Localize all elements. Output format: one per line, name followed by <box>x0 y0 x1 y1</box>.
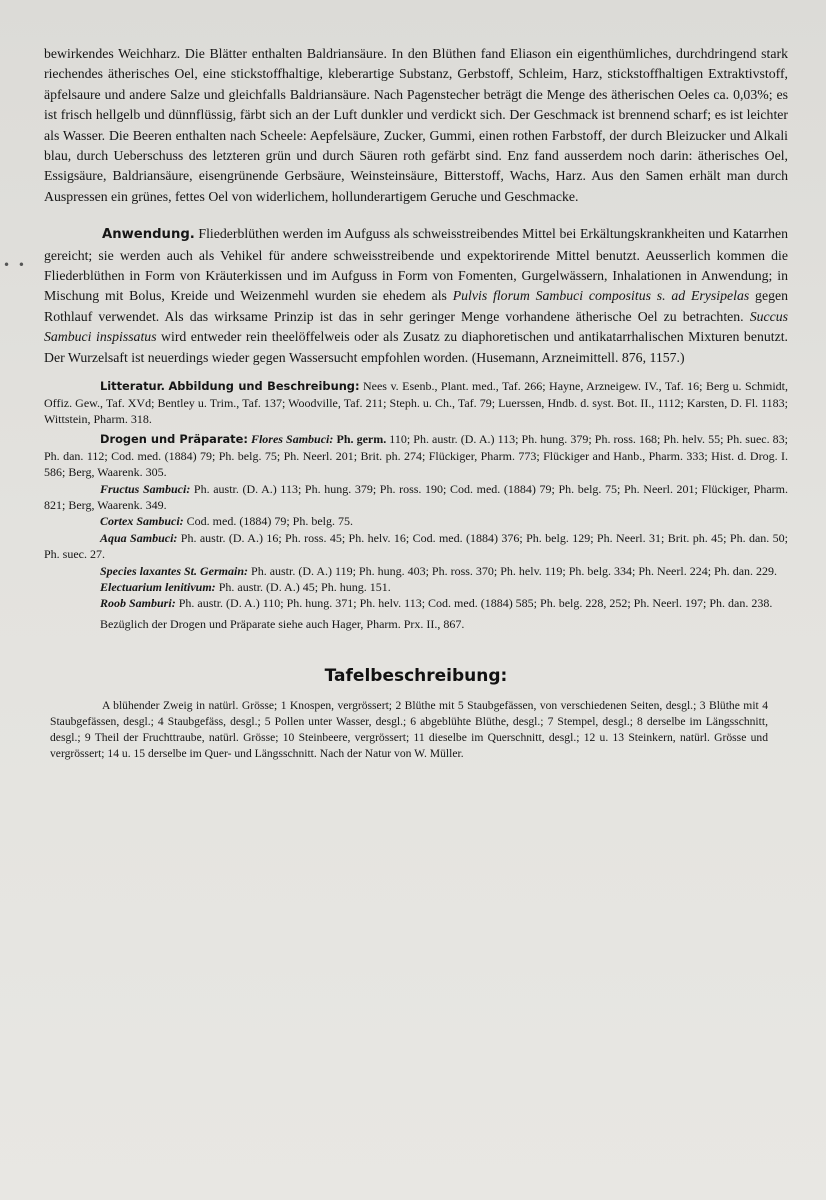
flores-entry <box>44 431 788 480</box>
drogen-item <box>44 595 788 611</box>
anwendung-text-1: Fliederblüthen werden im Aufguss als schweisstreibendes Mittel bei Erkältungskrankheiten und Katarrhen gereicht; sie werden auch als Vehikel für andere schweisstreibende und expektorirende Mittel benutzt. Aeusserlich kommen die Fliederblüthen in Form von Kräuterkissen und im Aufguss in Form von Fomenten, Gurgelwässern, Inhalationen in Anwendung; in Mischung mit Bolus, Kreide und Weizenmehl wurden sie ehedem als <box>44 226 788 304</box>
drogen-item-label: Roob Samburi: <box>100 596 176 611</box>
anwendung-text-3: wird entweder rein theelöffelweis oder als Zusatz zu diaphoretischen und antikatarrhalischen Mixturen benutzt. Der Wurzelsaft ist neuerdings wieder gegen Wassersucht empfohlen worden. (Husemann, Arzneimittell. 876, 1157.) <box>44 329 788 365</box>
ph-germ-ref: Ph. germ. <box>336 432 387 447</box>
anwendung-italic-1: Pulvis florum Sambuci compositus s. ad Erysipelas <box>452 288 750 304</box>
drogen-item-label: Cortex Sambuci: <box>100 514 184 529</box>
drogen-lead: Drogen und Präparate: <box>100 432 248 447</box>
drogen-item-text: Ph. austr. (D. A.) 119; Ph. hung. 403; Ph. ross. 370; Ph. helv. 119; Ph. belg. 334; Ph. Neerl. 224; Ph. dan. 229. <box>248 563 778 578</box>
tafel-title: Tafelbeschreibung: <box>324 666 508 687</box>
tafel-description: A blühender Zweig in natürl. Grösse; 1 Knospen, vergrössert; 2 Blüthe mit 5 Staubgefässen, von verschiedenen Seiten, desgl.; 3 Blüthe mit 4 Staubgefässen, desgl.; 4 Staubgefäss, desgl.; 5 Pollen unter Wasser, desgl.; 6 abgeblühte Blüthe, desgl.; 7 Stempel, desgl.; 8 derselbe im Längsschnitt, desgl.; 9 Theil der Fruchttraube, natürl. Grösse; 10 Steinbeere, vergrössert; 11 dieselbe im Querschnitt, desgl.; 12 u. 13 Steinkern, natürl. Grösse und vergrössert; 14 u. 15 derselbe im Quer- und Längsschnitt. Nach der Natur von W. Müller. <box>50 699 768 761</box>
literatur-text: Nees v. Esenb., Plant. med., Taf. 266; Hayne, Arzneigew. IV., Taf. 16; Berg u. Schmidt, Offiz. Gew., Taf. XVd; Bentley u. Trim., Taf. 137; Woodville, Taf. 211; Steph. u. Ch., Taf. 79; Luerssen, Hndb. d. syst. Bot. II., 1112; Karsten, D. Fl. 1183; Wittstein, Pharm. 318. <box>44 379 788 426</box>
drogen-item-text: Ph. austr. (D. A.) 16; Ph. ross. 45; Ph. helv. 16; Cod. med. (1884) 376; Ph. belg. 129; Ph. Neerl. 31; Brit. ph. 45; Ph. dan. 50; Ph. suec. 27. <box>44 530 789 562</box>
drogen-item <box>44 579 788 595</box>
drogen-item-label: Fructus Sambuci: <box>100 481 191 496</box>
anwendung-text-2: gegen Rothlauf verwendet. Als das wirksame Prinzip ist das in sehr geringer Menge vorhandene ätherische Oel zu betrachten. <box>44 288 788 324</box>
drogen-item-label: Aqua Sambuci: <box>100 530 178 545</box>
literatur-lead: Litteratur. <box>100 379 165 394</box>
drogen-item <box>44 563 788 579</box>
margin-dots: • • <box>3 258 27 272</box>
drogen-item-label: Electuarium lenitivum: <box>100 579 216 594</box>
drogen-item <box>44 530 788 563</box>
drogen-item-text: Ph. austr. (D. A.) 110; Ph. hung. 371; Ph. helv. 113; Cod. med. (1884) 585; Ph. belg. 228, 252; Ph. Neerl. 197; Ph. dan. 238. <box>175 596 773 611</box>
flores-label: Flores Sambuci: <box>250 432 334 447</box>
literatur-section <box>44 378 788 632</box>
drogen-item <box>44 481 788 514</box>
literatur-entry <box>44 378 788 427</box>
drogen-item-label: Species laxantes St. Germain: <box>100 563 249 578</box>
drogen-item-text: Cod. med. (1884) 79; Ph. belg. 75. <box>183 514 353 529</box>
abbildung-label: Abbildung und Beschreibung: <box>168 379 360 394</box>
drogen-item-text: Ph. austr. (D. A.) 45; Ph. hung. 151. <box>215 579 391 594</box>
drogen-item <box>44 513 788 529</box>
paragraph-anwendung <box>44 224 788 368</box>
anwendung-heading: Anwendung. <box>102 227 195 243</box>
drogen-item-text: Ph. austr. (D. A.) 113; Ph. hung. 379; Ph. ross. 190; Cod. med. (1884) 79; Ph. belg. 75; Ph. Neerl. 201; Flückiger, Pharm. 821; Berg, Waarenk. 349. <box>44 481 788 512</box>
anwendung-italic-2: Succus Sambuci inspissatus <box>44 308 788 345</box>
bezueglich-note: Bezüglich der Drogen und Präparate siehe auch Hager, Pharm. Prx. II., 867. <box>100 616 465 631</box>
paragraph-constituents: bewirkendes Weichharz. Die Blätter enthalten Baldriansäure. In den Blüthen fand Eliason ein eigenthümliches, durchdringend stark riechendes ätherisches Oel, eine stickstoffhaltige, kleberartige Substanz, Gerbstoff, Schleim, Harz, stickstoffhaltigen Extraktivstoff, äpfelsaure und andere Salze und gleichfalls Baldriansäure. Nach Pagenstecher beträgt die Menge des ätherischen Oeles ca. 0,03%; es ist frisch hellgelb und dünnflüssig, färbt sich an der Luft dunkler und verdickt sich. Der Geschmack ist brennend scharf; es ist leichter als Wasser. Die Beeren enthalten nach Scheele: Aepfelsäure, Zucker, Gummi, einen rothen Farbstoff, der durch Bleizucker und Alkali blau, durch Ueberschuss des letzteren grün und durch Säuren roth gefärbt sind. Enz fand ausserdem noch darin: ätherisches Oel, Essigsäure, Baldriansäure, eisengrünende Gerbsäure, Weinsteinsäure, Bitterstoff, Wachs, Harz. Aus den Samen erhält man durch Auspressen ein grünes, fettes Oel von widerlichem, hollunderartigem Geruche und Geschmacke. <box>44 46 788 204</box>
flores-text: 110; Ph. austr. (D. A.) 113; Ph. hung. 379; Ph. ross. 168; Ph. helv. 55; Ph. suec. 83; Ph. dan. 112; Cod. med. (1884) 79; Ph. belg. 75; Ph. Neerl. 201; Brit. ph. 274; Flückiger, Pharm. 773; Flückiger and Hanb., Pharm. 333; Hist. d. Drog. I. 586; Berg, Waarenk. 305. <box>44 432 789 480</box>
